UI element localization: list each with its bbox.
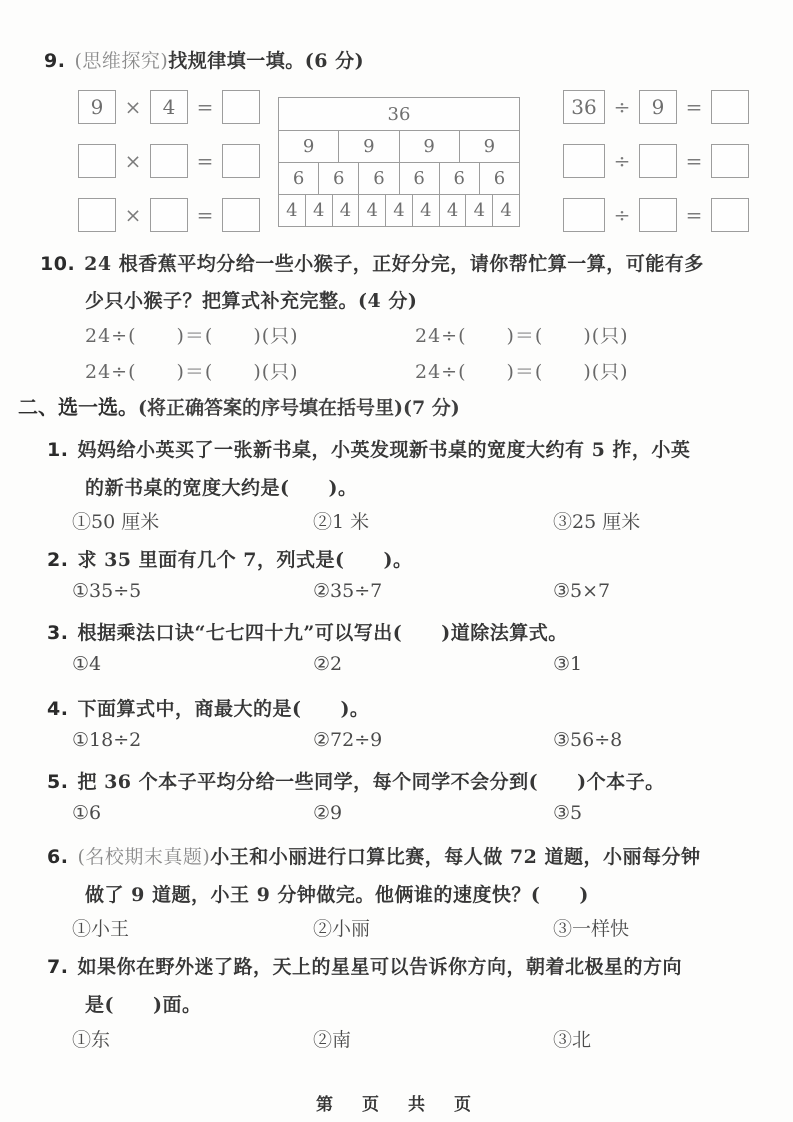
equation-blank[interactable]: 24÷( )＝( )(只)	[415, 325, 629, 347]
factor-box[interactable]	[78, 144, 116, 178]
factor-box: 4	[150, 90, 188, 124]
option-3[interactable]: ③1	[553, 653, 583, 675]
option-1[interactable]: ①50 厘米	[72, 511, 160, 533]
question-7-line-1	[47, 952, 682, 979]
table-row	[279, 98, 519, 130]
option-2[interactable]: ②9	[313, 802, 343, 824]
table-cell: 6	[399, 163, 439, 194]
question-3-options	[0, 653, 793, 683]
answer-box[interactable]	[222, 90, 260, 124]
question-7-line-2: 是( )面。	[85, 994, 202, 1016]
option-2[interactable]: ②2	[313, 653, 343, 675]
table-cell: 6	[292, 168, 305, 189]
question-title: 找规律填一填。	[168, 50, 305, 72]
question-points: (6 分)	[304, 50, 365, 72]
table-cell: 36	[387, 103, 411, 125]
question-text: 小王和小丽进行口算比赛，每人做 72 道题，小丽每分钟	[210, 846, 701, 868]
question-7-options	[0, 1025, 793, 1055]
option-2[interactable]: ②1 米	[313, 511, 370, 533]
question-6-options	[0, 914, 793, 944]
question-1-options	[0, 507, 793, 537]
question-5-line-1	[47, 767, 665, 794]
times-sign: ×	[124, 203, 142, 227]
table-cell: 9	[459, 131, 519, 162]
equals-sign: =	[685, 95, 703, 119]
table-cell: 4	[305, 195, 332, 226]
option-3[interactable]: ③25 厘米	[553, 511, 641, 533]
factor-box[interactable]	[78, 198, 116, 232]
question-number: 3.	[47, 622, 69, 644]
divisor-box: 9	[639, 90, 677, 124]
equals-sign: =	[196, 203, 214, 227]
option-3[interactable]: ③5	[553, 802, 583, 824]
question-6-line-2: 做了 9 道题，小王 9 分钟做完。他俩谁的速度快？( )	[85, 884, 589, 906]
dividend-box[interactable]	[563, 144, 605, 178]
table-cell: 4	[412, 195, 439, 226]
question-1-line-2: 的新书桌的宽度大约是( )。	[85, 477, 358, 499]
question-2-line-1	[47, 545, 412, 572]
option-2[interactable]: ②35÷7	[313, 580, 383, 602]
question-text: 如果你在野外迷了路，天上的星星可以告诉你方向，朝着北极星的方向	[77, 956, 682, 978]
question-text: 下面算式中，商最大的是( )。	[77, 698, 370, 720]
answer-box[interactable]	[711, 198, 749, 232]
table-cell: 4	[439, 195, 466, 226]
question-tag: (思维探究)	[74, 50, 169, 72]
question-number: 6.	[47, 846, 69, 868]
equals-sign: =	[196, 149, 214, 173]
factor-box[interactable]	[150, 198, 188, 232]
equation-blank[interactable]: 24÷( )＝( )(只)	[85, 361, 299, 383]
divide-sign: ÷	[613, 149, 631, 173]
question-4-line-1	[47, 694, 369, 721]
factor-box: 9	[78, 90, 116, 124]
table-cell: 6	[318, 163, 358, 194]
option-1[interactable]: ①小王	[72, 918, 130, 940]
multiplication-row	[78, 198, 260, 232]
equation-blank[interactable]: 24÷( )＝( )(只)	[415, 361, 629, 383]
section-subtitle: (将正确答案的序号填在括号里)(7 分)	[138, 397, 460, 419]
equation-blank[interactable]: 24÷( )＝( )(只)	[85, 325, 299, 347]
partition-table	[278, 97, 520, 227]
table-row	[279, 162, 519, 194]
question-text: 24 根香蕉平均分给一些小猴子，正好分完，请你帮忙算一算，可能有多	[84, 253, 704, 275]
factor-box[interactable]	[150, 144, 188, 178]
option-2[interactable]: ②南	[313, 1029, 352, 1051]
question-number: 5.	[47, 771, 69, 793]
table-row	[279, 194, 519, 226]
question-number: 2.	[47, 549, 69, 571]
option-1[interactable]: ①东	[72, 1029, 111, 1051]
option-2[interactable]: ②72÷9	[313, 729, 383, 751]
divide-sign: ÷	[613, 203, 631, 227]
section-2-heading	[18, 391, 460, 420]
times-sign: ×	[124, 149, 142, 173]
question-5-options	[0, 802, 793, 832]
answer-box[interactable]	[711, 144, 749, 178]
question-text: 根据乘法口诀“七七四十九”可以写出( )道除法算式。	[77, 622, 568, 644]
option-3[interactable]: ③56÷8	[553, 729, 623, 751]
option-3[interactable]: ③北	[553, 1029, 592, 1051]
answer-box[interactable]	[222, 198, 260, 232]
table-cell: 6	[479, 163, 519, 194]
question-2-options	[0, 580, 793, 610]
divisor-box[interactable]	[639, 144, 677, 178]
equals-sign: =	[685, 149, 703, 173]
option-1[interactable]: ①6	[72, 802, 102, 824]
dividend-box[interactable]	[563, 198, 605, 232]
question-text: 求 35 里面有几个 7，列式是( )。	[77, 549, 413, 571]
table-cell: 4	[385, 195, 412, 226]
question-number: 1.	[47, 439, 69, 461]
answer-box[interactable]	[222, 144, 260, 178]
times-sign: ×	[124, 95, 142, 119]
table-cell: 9	[399, 131, 459, 162]
table-cell: 6	[439, 163, 479, 194]
option-2[interactable]: ②小丽	[313, 918, 371, 940]
table-cell: 4	[286, 200, 298, 221]
question-number: 9.	[44, 50, 66, 72]
option-1[interactable]: ①18÷2	[72, 729, 142, 751]
question-text: 把 36 个本子平均分给一些同学，每个同学不会分到( )个本子。	[77, 771, 665, 793]
option-3[interactable]: ③5×7	[553, 580, 611, 602]
section-title: 二、选一选。	[18, 395, 138, 419]
question-number: 4.	[47, 698, 69, 720]
table-cell: 4	[332, 195, 359, 226]
question-1-line-1	[47, 435, 690, 462]
question-9-heading	[44, 46, 364, 73]
question-10-line-2: 少只小猴子？把算式补充完整。(4 分)	[85, 290, 418, 312]
table-cell: 9	[338, 131, 398, 162]
question-number: 7.	[47, 956, 69, 978]
division-row	[563, 144, 749, 178]
dividend-box: 36	[563, 90, 605, 124]
table-row	[279, 130, 519, 162]
option-3[interactable]: ③一样快	[553, 918, 630, 940]
option-1[interactable]: ①4	[72, 653, 102, 675]
multiplication-row	[78, 144, 260, 178]
divide-sign: ÷	[613, 95, 631, 119]
table-cell: 4	[358, 195, 385, 226]
question-6-line-1	[47, 842, 700, 869]
question-text: 妈妈给小英买了一张新书桌，小英发现新书桌的宽度大约有 5 拃，小英	[77, 439, 691, 461]
question-3-line-1	[47, 618, 568, 645]
page-footer: 第 页 共 页	[316, 1095, 477, 1115]
equals-sign: =	[196, 95, 214, 119]
question-tag: (名校期末真题)	[77, 846, 211, 868]
multiplication-row	[78, 90, 260, 124]
answer-box[interactable]	[711, 90, 749, 124]
division-row	[563, 198, 749, 232]
option-1[interactable]: ①35÷5	[72, 580, 142, 602]
question-number: 10.	[40, 253, 76, 275]
table-cell: 9	[302, 136, 315, 157]
division-row	[563, 90, 749, 124]
question-10-line-1	[40, 249, 704, 276]
question-4-options	[0, 729, 793, 759]
table-cell: 4	[492, 195, 519, 226]
table-cell: 4	[465, 195, 492, 226]
equals-sign: =	[685, 203, 703, 227]
divisor-box[interactable]	[639, 198, 677, 232]
table-cell: 6	[358, 163, 398, 194]
